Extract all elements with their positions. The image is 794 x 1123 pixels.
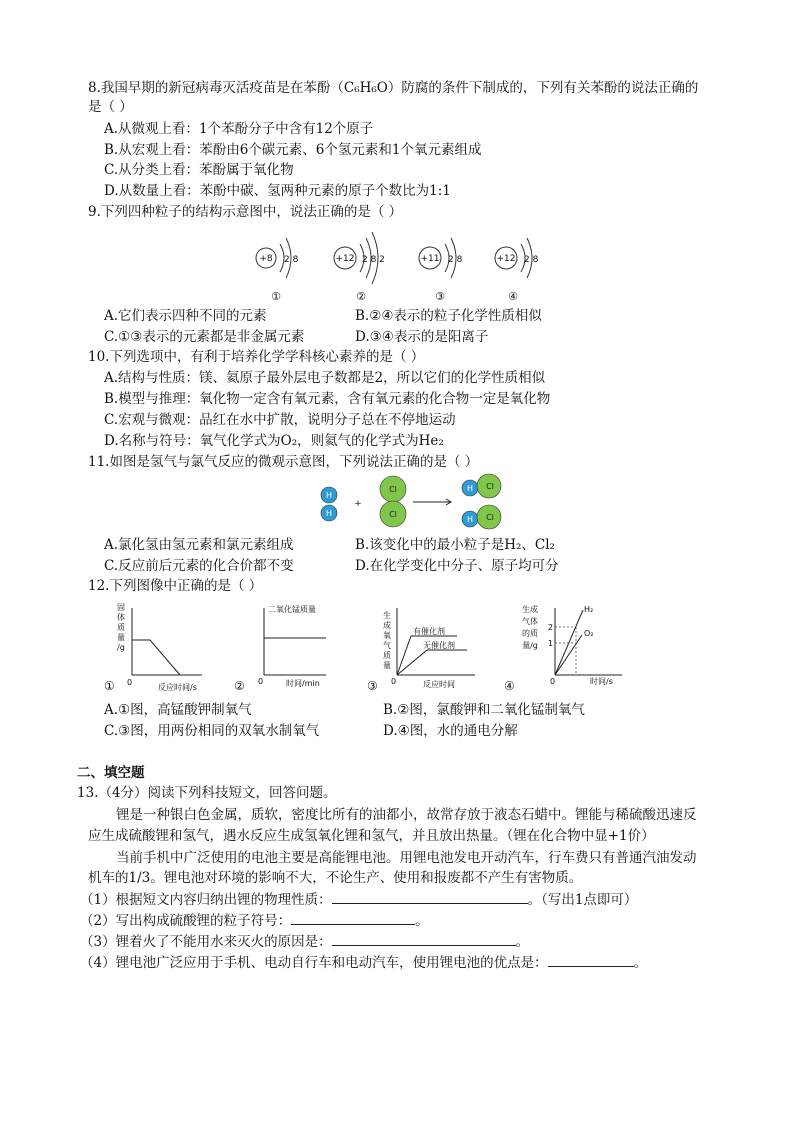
graph2-xlabel: 时间/min: [286, 679, 320, 688]
graph1-curve: [132, 640, 180, 675]
graph-4: [500, 600, 625, 695]
graph4-xlabel: 时间/s: [590, 677, 613, 686]
atom2-shells: 2 8 2: [362, 255, 385, 265]
q8-option-b: B.从宏观上看：苯酚由6个碳元素、6个氢元素和1个氧元素组成: [104, 142, 482, 158]
atom4-nucleus-label: +12: [496, 254, 516, 264]
plus-sign: +: [354, 499, 362, 509]
h2-cl2-reaction-diagram: [310, 472, 520, 534]
q9-option-d: D.③④表示的是阳离子: [355, 329, 489, 345]
atom1-number: ①: [271, 290, 281, 303]
answer-blank-4[interactable]: [548, 952, 634, 967]
sub-question-2: [80, 910, 429, 930]
graph4-number: ④: [504, 679, 515, 693]
atom4-shells: 2 8: [524, 255, 539, 265]
cl-label: Cl: [389, 510, 397, 519]
atom1-shells: 2 8: [284, 255, 299, 265]
graph2-number: ②: [234, 679, 245, 693]
graph4-origin: 0: [550, 677, 556, 686]
sub-question-1-tail: 。（写出1点即可）: [527, 892, 638, 908]
atom3-shells: 2 8: [448, 255, 463, 265]
graph3-line1-label: 有催化剂: [413, 627, 445, 636]
q10-option-a: A.结构与性质：镁、氦原子最外层电子数都是2，所以它们的化学性质相似: [104, 370, 546, 386]
paragraph-2-line-1: 当前手机中广泛使用的电池主要是高能锂电池。用锂电池发电开动汽车，行车费只有普通汽油发动: [116, 850, 697, 866]
q11-stem: 11.如图是氢气与氯气反应的微观示意图，下列说法正确的是（ ）: [88, 454, 479, 470]
graph1-xlabel: 反应时间/s: [158, 683, 197, 692]
h-label: H: [466, 484, 474, 493]
section-title: 二、填空题: [77, 765, 145, 781]
paragraph-1-line-2: 应生成硫酸锂和氢气，遇水反应生成氢氧化锂和氢气，并且放出热量。（锂在化合物中显+1价）: [88, 828, 655, 844]
graph4-o2-label: O₂: [584, 629, 594, 638]
q12-stem: 12.下列图像中正确的是（ ）: [88, 578, 263, 594]
graph1-ylabel: 量: [117, 633, 125, 642]
q13-stem: 13.（4分）阅读下列科技短文，回答问题。: [77, 785, 337, 801]
q9-option-a: A.它们表示四种不同的元素: [104, 308, 267, 324]
h-label: H: [325, 491, 333, 500]
graph1-origin: 0: [127, 678, 133, 687]
graph3-ylabel: 气: [383, 641, 391, 650]
q12-option-d: D.④图，水的通电分解: [383, 723, 518, 739]
q8-option-d: D.从数量上看：苯酚中碳、氢两种元素的原子个数比为1:1: [104, 183, 451, 199]
sub-question-4-text: （4）锂电池广泛应用于手机、电动自行车和电动汽车，使用锂电池的优点是：: [80, 955, 548, 971]
cl-label: Cl: [389, 485, 397, 494]
graph4-ylabel: 量/g: [522, 641, 538, 650]
sub-question-2-tail: 。: [415, 913, 429, 929]
q10-option-c: C.宏观与微观：品红在水中扩散，说明分子总在不停地运动: [104, 412, 456, 428]
q8-option-a: A.从微观上看：1个苯酚分子中含有12个原子: [104, 121, 374, 137]
graph3-xlabel: 反应时间: [423, 680, 455, 689]
graph1-ylabel: 体: [117, 613, 125, 622]
graph-1: [100, 600, 210, 695]
cl-label: Cl: [486, 482, 494, 491]
graph4-h2-line: [555, 610, 583, 675]
q12-option-c: C.③图，用两份相同的双氧水制氧气: [104, 723, 320, 739]
graph3-ylabel: 质: [383, 651, 391, 660]
q10-stem: 10.下列选项中，有利于培养化学学科核心素养的是（ ）: [88, 349, 425, 365]
atom1-nucleus-label: +8: [259, 254, 273, 264]
sub-question-4-tail: 。: [633, 955, 648, 971]
sub-question-4: [80, 952, 647, 972]
graph3-origin: 0: [391, 677, 397, 686]
graph4-h2-label: H₂: [584, 605, 594, 614]
atom3-nucleus-label: +11: [420, 254, 440, 264]
graph1-ylabel: /g: [117, 643, 125, 652]
graph1-ylabel: 固: [117, 603, 125, 612]
atom2-number: ②: [356, 290, 366, 303]
answer-blank-3[interactable]: [332, 931, 516, 946]
paragraph-1-line-1: 锂是一种银白色金属，质软，密度比所有的油都小，故常存放于液态石蜡中。锂能与稀硫酸迅速反: [116, 807, 697, 823]
graph2-origin: 0: [258, 677, 264, 686]
q9-option-c: C.①③表示的元素都是非金属元素: [104, 329, 305, 345]
sub-question-3-text: （3）锂着火了不能用水来灭火的原因是：: [80, 934, 332, 950]
answer-blank-2[interactable]: [291, 910, 415, 925]
q8-option-c: C.从分类上看：苯酚属于氧化物: [104, 162, 294, 178]
graph4-tick-2: 2: [548, 623, 554, 632]
sub-question-3: [80, 931, 529, 951]
atom3-number: ③: [435, 290, 445, 303]
graph3-ylabel: 量: [383, 661, 391, 670]
graph-3: [365, 600, 480, 695]
cl-label: Cl: [486, 513, 494, 522]
sub-question-3-tail: 。: [515, 934, 530, 950]
graph3-curve-no-catalyst: [397, 650, 467, 675]
q8-stem: 8.我国早期的新冠病毒灭活疫苗是在苯酚（C₆H₆O）防腐的条件下制成的，下列有关苯酚的说法正确的: [88, 80, 699, 96]
graph1-ylabel: 质: [117, 623, 125, 632]
q10-option-d: D.名称与符号：氧气化学式为O₂，则氦气的化学式为He₂: [104, 433, 444, 449]
graph4-ylabel: 生成: [522, 605, 538, 614]
graph4-ylabel: 的质: [522, 629, 538, 638]
q10-option-b: B.模型与推理：氧化物一定含有氧元素，含有氧元素的化合物一定是氧化物: [104, 391, 551, 407]
graph4-o2-line: [555, 635, 582, 675]
atom2-nucleus-label: +12: [335, 254, 355, 264]
q11-option-b: B.该变化中的最小粒子是H₂、Cl₂: [355, 537, 555, 553]
sub-question-2-text: （2）写出构成硫酸锂的粒子符号：: [80, 913, 292, 929]
q11-option-c: C.反应前后元素的化合价都不变: [104, 558, 294, 574]
q8-stem-cont: 是（ ）: [88, 99, 133, 115]
q9-option-b: B.②④表示的粒子化学性质相似: [355, 308, 542, 324]
q9-stem: 9.下列四种粒子的结构示意图中，说法正确的是（ ）: [88, 204, 403, 220]
answer-blank-1[interactable]: [332, 889, 528, 904]
paragraph-2-line-2: 机车的1/3。锂电池对环境的影响不大，不论生产、使用和报废都不产生有害物质。: [88, 870, 583, 886]
graph3-ylabel: 氧: [383, 631, 391, 640]
q11-option-a: A.氯化氢由氢元素和氯元素组成: [104, 537, 294, 553]
graph1-number: ①: [104, 679, 115, 693]
graph4-tick-1: 1: [548, 639, 554, 648]
graph3-ylabel: 成: [383, 621, 391, 630]
h-label: H: [466, 515, 474, 524]
graph4-ylabel: 气体: [522, 617, 538, 626]
graph3-number: ③: [367, 679, 378, 693]
sub-question-1: [80, 889, 637, 909]
q12-option-b: B.②图，氯酸钾和二氧化锰制氧气: [383, 702, 585, 718]
graph3-line2-label: 无催化剂: [423, 641, 455, 650]
atom-structure-diagrams: [240, 222, 560, 304]
sub-question-1-text: （1）根据短文内容归纳出锂的物理性质：: [80, 892, 332, 908]
q11-option-d: D.在化学变化中分子、原子均可分: [355, 558, 559, 574]
graph3-ylabel: 生: [383, 611, 391, 620]
q12-option-a: A.①图，高锰酸钾制氧气: [104, 702, 252, 718]
atom4-number: ④: [508, 290, 518, 303]
graph-2: [230, 600, 330, 695]
h-label: H: [325, 509, 333, 518]
graph2-ylabel: 二氧化锰质量: [268, 605, 316, 614]
